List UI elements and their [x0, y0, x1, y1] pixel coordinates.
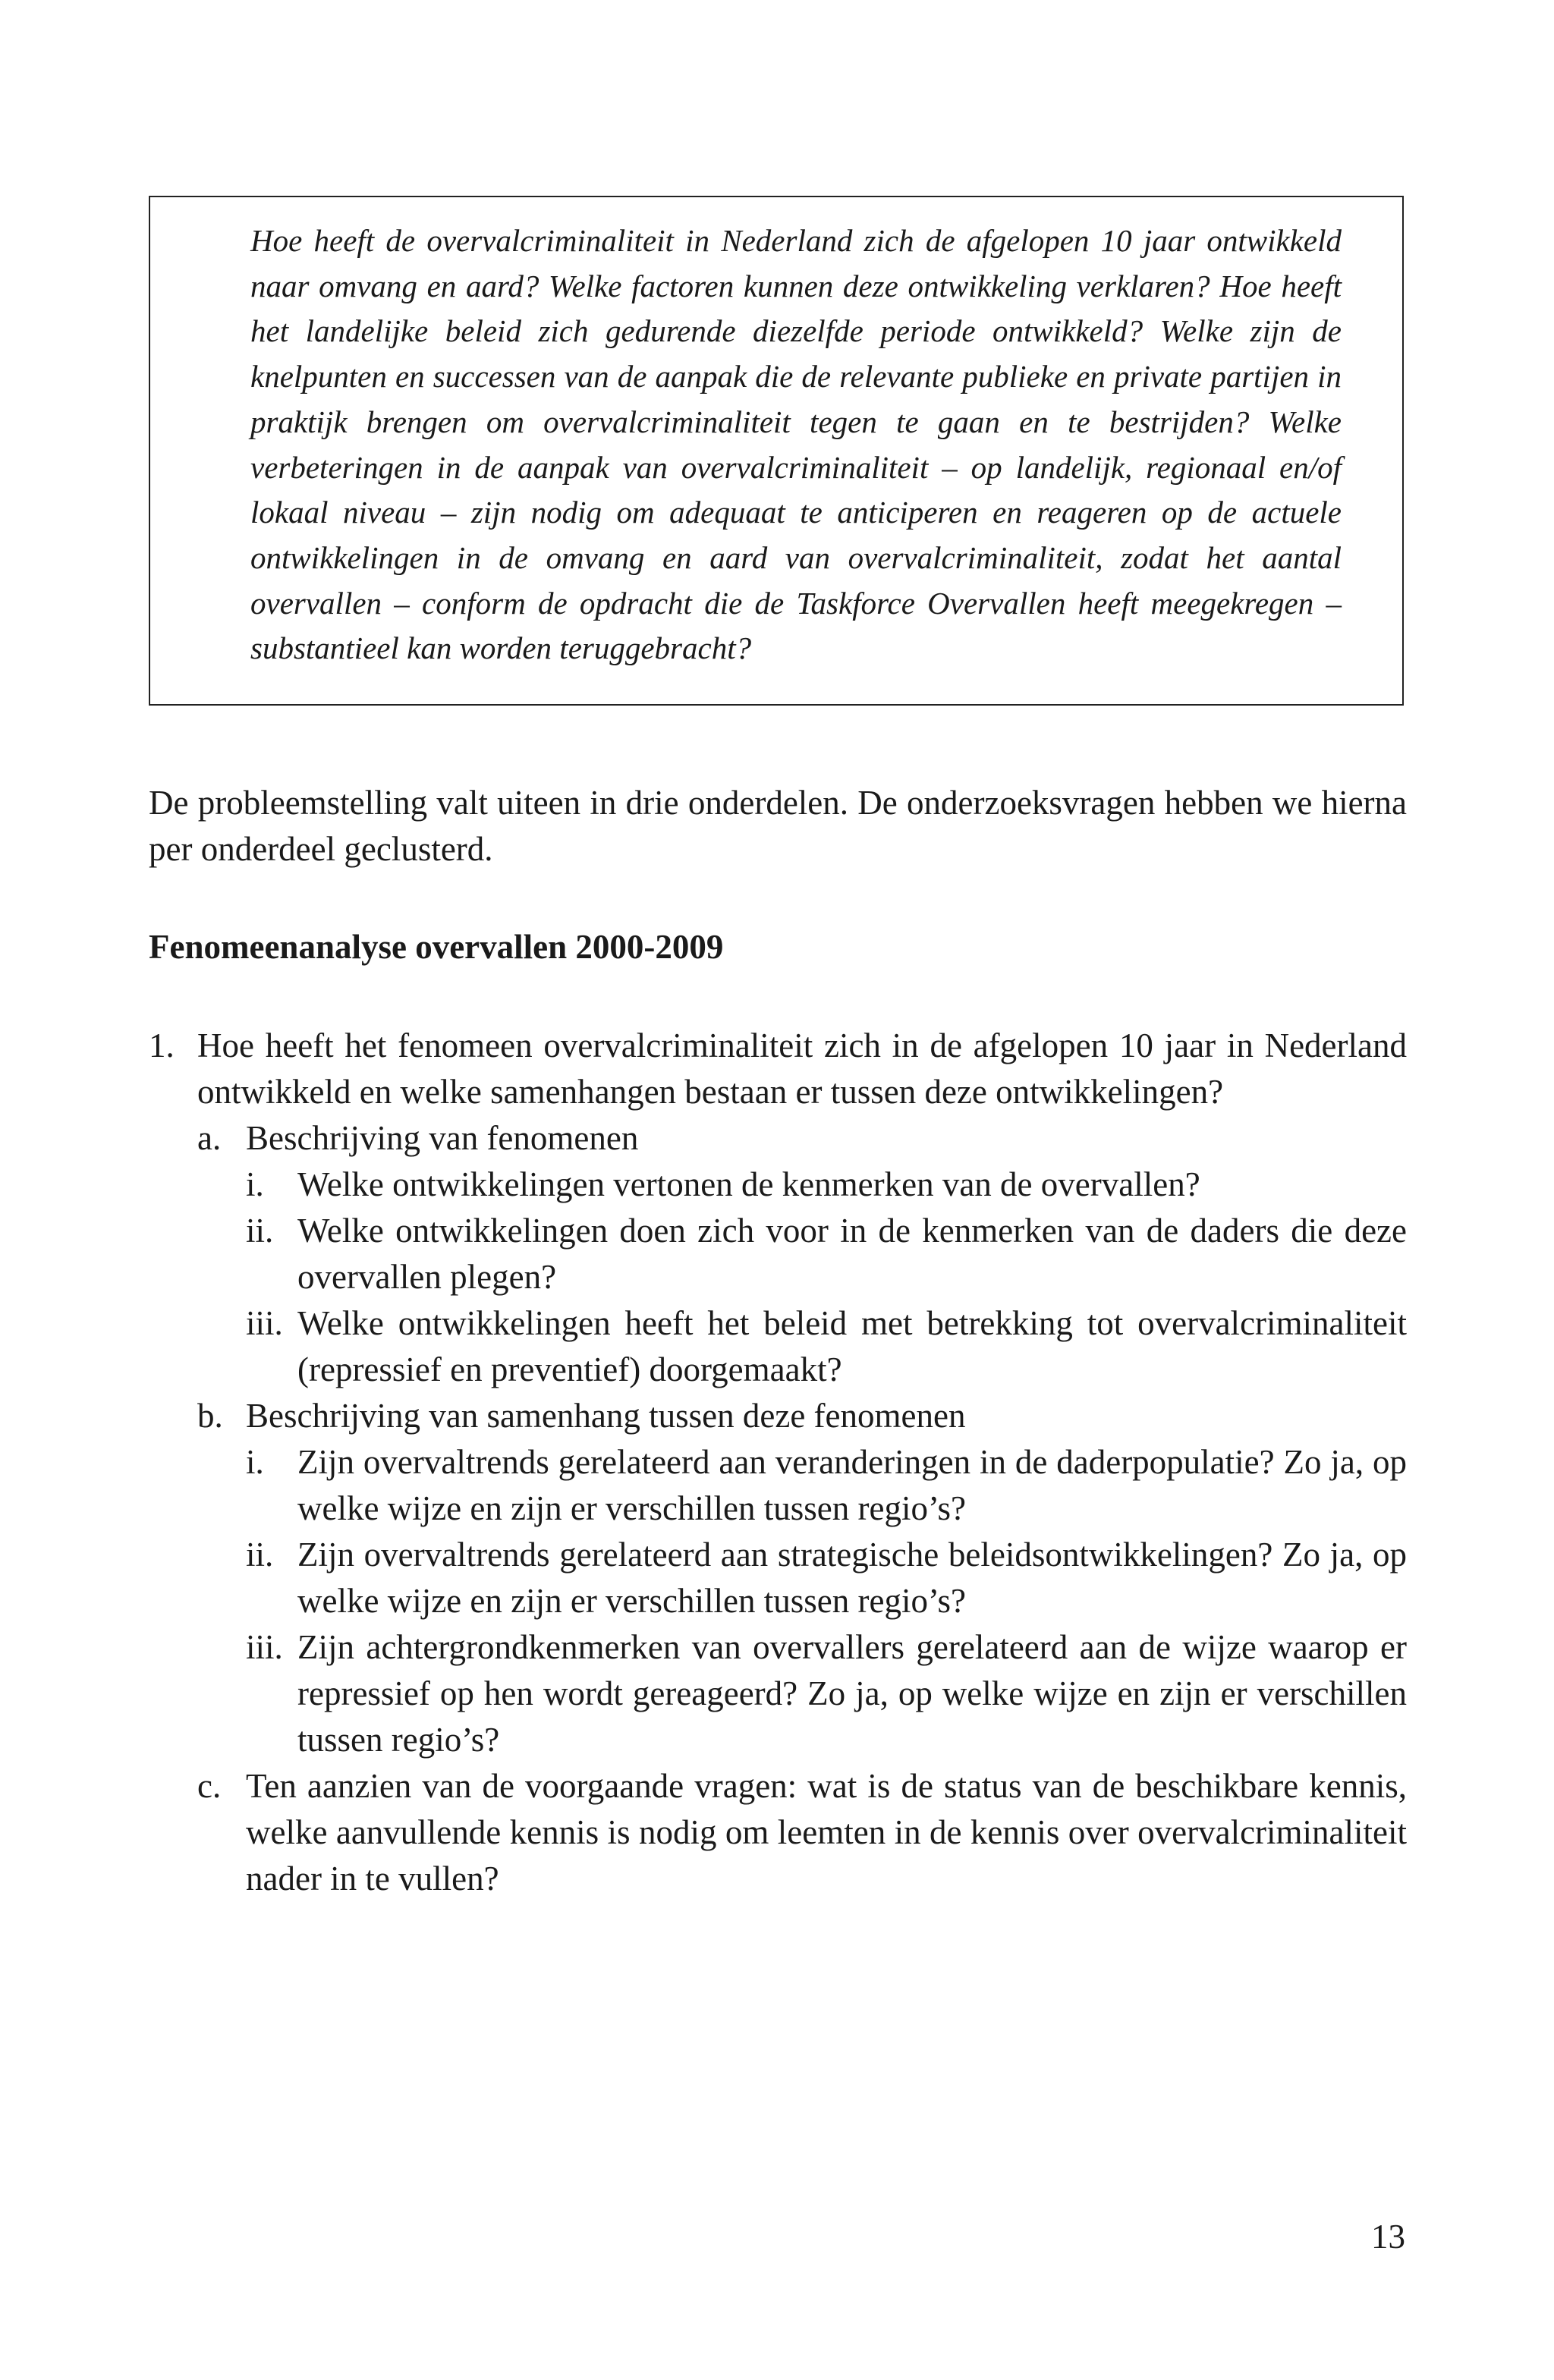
list-item: [149, 1439, 1407, 1532]
list-marker: c.: [197, 1767, 222, 1805]
intro-paragraph: De probleemstelling valt uiteen in drie onderdelen. De onderzoeksvragen hebben we hierna per onderdeel geclusterd.: [149, 784, 1407, 868]
list-marker: 1.: [149, 1027, 175, 1064]
list-item-text: Zijn overvaltrends gerelateerd aan strategische beleidsontwikkelingen? Zo ja, op welke wijze en zijn er verschillen tussen regio’s?: [297, 1536, 1407, 1620]
list-item-text: Zijn overvaltrends gerelateerd aan veranderingen in de daderpopulatie? Zo ja, op welke wijze en zijn er verschillen tussen regio’s?: [297, 1443, 1407, 1527]
list-marker: i.: [246, 1165, 264, 1203]
list-item-text: Welke ontwikkelingen doen zich voor in de kenmerken van de daders die deze overvallen plegen?: [297, 1212, 1407, 1296]
list-item-text: Welke ontwikkelingen vertonen de kenmerken van de overvallen?: [297, 1165, 1200, 1203]
list-item: [149, 1763, 1407, 1902]
list-marker: iii.: [246, 1628, 283, 1666]
research-question-box: [149, 196, 1404, 706]
section-heading: Fenomeenanalyse overvallen 2000-2009: [149, 928, 724, 966]
page-number: 13: [1371, 2218, 1405, 2256]
research-question-text: Hoe heeft de overvalcriminaliteit in Nederland zich de afgelopen 10 jaar ontwikkeld naar omvang en aard? Welke factoren kunnen deze ontwikkeling verklaren? Hoe heeft het landelijke beleid zich gedurende diezelfde periode ontwikkeld? Welke zijn de knelpunten en successen van de aanpak die de relevante publieke en private partijen in praktijk brengen om overvalcriminaliteit tegen te gaan en te bestrijden? Welke verbeteringen in de aanpak van overvalcriminaliteit – op landelijk, regionaal en/of lokaal niveau – zijn nodig om adequaat te anticiperen en reageren op de actuele ontwikkelingen in de omvang en aard van overvalcriminaliteit, zodat het aantal overvallen – conform de opdracht die de Taskforce Overvallen heeft meegekregen – substantieel kan worden teruggebracht?: [250, 223, 1342, 666]
list-marker: iii.: [246, 1304, 283, 1342]
list-item: [149, 1300, 1407, 1393]
list-item: [149, 1532, 1407, 1624]
list-item-text: Zijn achtergrondkenmerken van overvallers gerelateerd aan de wijze waarop er repressief op hen wordt gereageerd? Zo ja, op welke wijze en zijn er verschillen tussen regio’s?: [297, 1628, 1407, 1759]
list-item-text: Beschrijving van fenomenen: [246, 1119, 639, 1157]
list-marker: a.: [197, 1119, 222, 1157]
list-marker: b.: [197, 1397, 223, 1435]
list-item: [149, 1115, 1407, 1162]
list-item-text: Welke ontwikkelingen heeft het beleid met betrekking tot overvalcriminaliteit (repressief en preventief) doorgemaakt?: [297, 1304, 1407, 1388]
list-item: [149, 1624, 1407, 1763]
list-item: [149, 1208, 1407, 1300]
list-item-text: Hoe heeft het fenomeen overvalcriminaliteit zich in de afgelopen 10 jaar in Nederland ontwikkeld en welke samenhangen bestaan er tussen deze ontwikkelingen?: [197, 1027, 1407, 1111]
list-marker: ii.: [246, 1536, 274, 1574]
list-item-text: Ten aanzien van de voorgaande vragen: wat is de status van de beschikbare kennis, welke aanvullende kennis is nodig om leemten in de kennis over overvalcriminaliteit nader in te vullen?: [246, 1767, 1407, 1897]
list-item: [149, 1393, 1407, 1439]
list-item-text: Beschrijving van samenhang tussen deze fenomenen: [246, 1397, 966, 1435]
question-list: [149, 1023, 1407, 1902]
list-item: [149, 1023, 1407, 1115]
list-marker: ii.: [246, 1212, 274, 1250]
list-marker: i.: [246, 1443, 264, 1481]
list-item: [149, 1162, 1407, 1208]
